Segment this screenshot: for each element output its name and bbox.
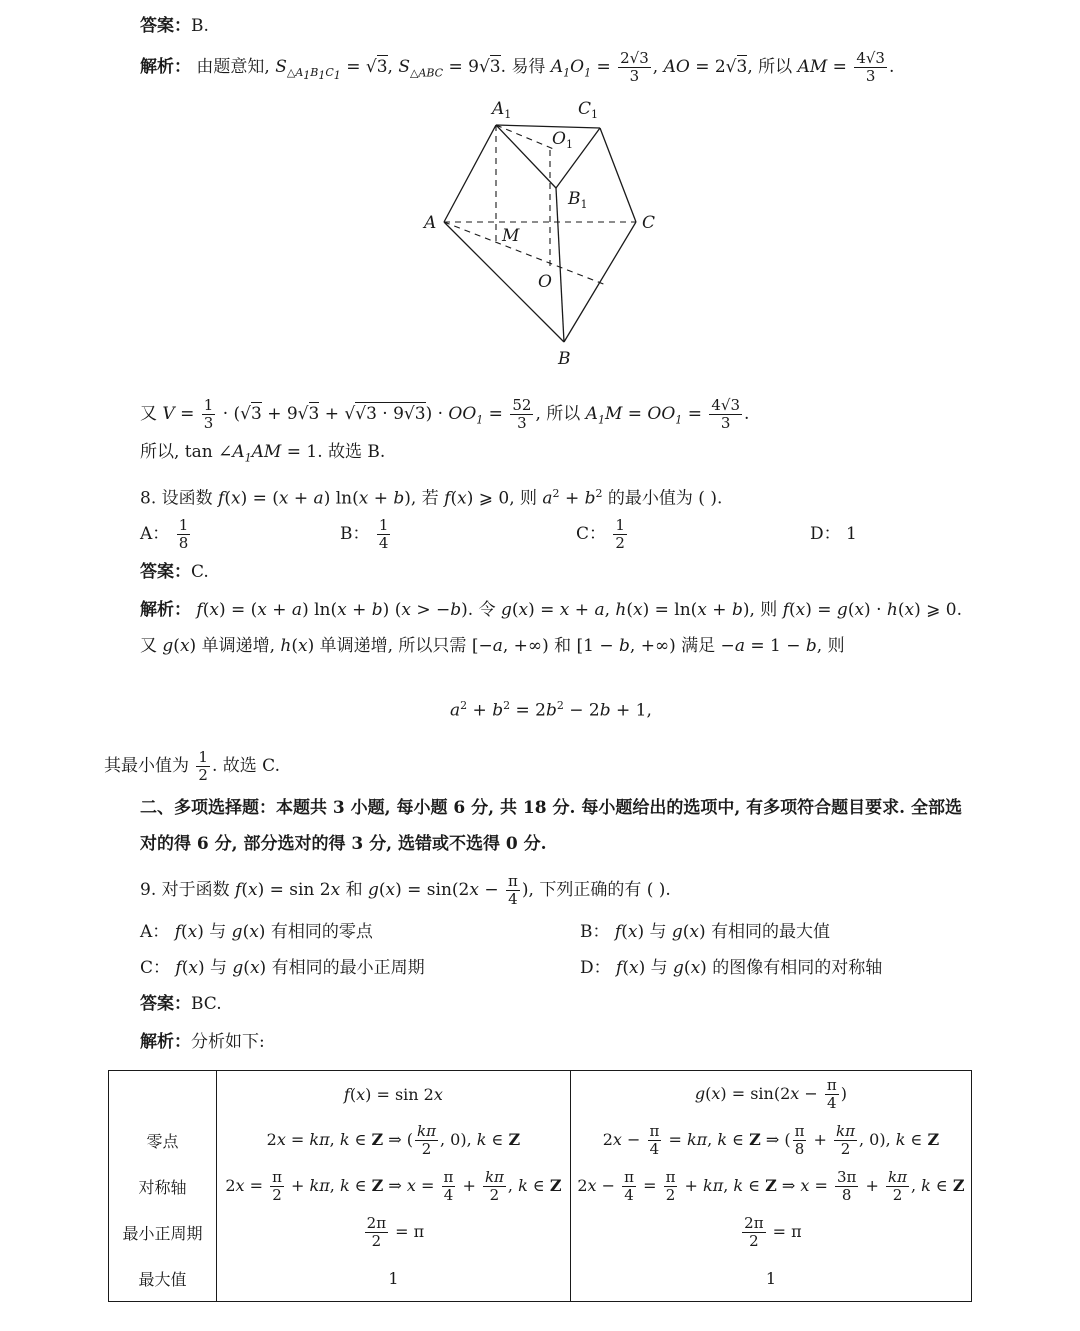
label-O1: $O_1$ — [552, 129, 573, 151]
answer-value: B. — [191, 16, 209, 36]
text: 单调递增, — [201, 636, 275, 656]
text: 下列正确的有 ( ). — [539, 880, 671, 900]
table-cell: 2x = kπ, k ∈ Z ⇒ ( $\frac{k\pi}{2}$ , 0), k ∈ Z — [216, 1117, 570, 1163]
q7-answer — [140, 14, 209, 38]
label-O: O — [538, 272, 552, 292]
section2-heading-line2: 对的得 6 分, 部分选对的得 3 分, 选错或不选得 0 分. — [140, 834, 547, 854]
q8-option-b — [340, 514, 392, 554]
text: 又 — [140, 636, 157, 656]
math-expr: $S_{\triangle ABC}$ — [398, 57, 444, 80]
table-row — [109, 1163, 972, 1209]
fraction: $\frac{52}{3}$ — [512, 396, 532, 432]
edge-solid — [444, 125, 496, 222]
edge-solid — [496, 125, 600, 128]
label-M: M — [502, 226, 520, 246]
math-expr: $A_1O_1$ — [550, 57, 592, 80]
option-text: 有相同的零点 — [270, 922, 373, 942]
label-A: A — [424, 213, 437, 233]
table-cell: 1 — [765, 1268, 777, 1288]
text: 所以, — [140, 442, 180, 462]
table-cell: 2x − $\frac{\pi}{4}$ = $\frac{\pi}{2}$ + kπ, k ∈ Z ⇒ x = $\frac{3\pi}{8}$ + $\frac{k\pi}{2}$ , k ∈ Z — [577, 1167, 965, 1204]
option-label: A： — [140, 922, 170, 942]
edge-solid — [564, 222, 636, 342]
q8-display-equation: $a^2 + b^2 = 2b^2 - 2b + 1$, — [450, 699, 652, 721]
row-header-zeros: 零点 — [109, 1117, 217, 1163]
text: 故选 C. — [222, 756, 280, 776]
edge-solid — [496, 125, 556, 188]
q8-stem: 8. 设函数 f(x) = (x + a) ln(x + b), 若 f(x) ⩾ 0, 则 $a^2 + b^2$ 的最小值为 ( ). — [140, 487, 723, 509]
q8-option-d — [810, 522, 857, 546]
q7-volume-line: 又 V = $\frac{1}{3}$ · $(√3 + 9√3 + √√3 \cdot 9√3) \cdot OO_1$ = $\frac{52}{3}$ , 所以 $A_1M = OO_1$ = $\frac{4√3}{3}$ . — [140, 396, 750, 432]
analysis-table — [108, 1070, 972, 1302]
text: 的最小值为 ( ). — [607, 488, 723, 509]
edge-dashed — [496, 125, 556, 150]
text: 则 — [520, 488, 537, 509]
q8-option-c — [576, 514, 629, 554]
row-header-max: 最大值 — [109, 1255, 217, 1302]
fraction: $\frac{\pi}{4}$ — [508, 872, 518, 908]
fraction: $\frac{1}{8}$ — [178, 516, 189, 552]
answer-label: 答案： — [140, 16, 191, 36]
text: 又 — [140, 404, 157, 424]
frustum-diagram — [410, 92, 680, 372]
q8-answer — [140, 560, 209, 584]
text: 故选 B. — [328, 442, 386, 462]
label-C1: $C_1$ — [578, 99, 599, 121]
math-expr: V — [162, 404, 175, 424]
text: 8. 设函数 — [140, 488, 213, 509]
q9-stem: 9. 对于函数 f(x) = sin 2x 和 g(x) = sin(2x − $\frac{\pi}{4}$ ), 下列正确的有 ( ). — [140, 872, 671, 908]
table-header-f: f(x) = sin 2x — [216, 1071, 570, 1118]
text: 和 — [554, 636, 572, 656]
fraction: $\frac{4√3}{3}$ — [711, 396, 741, 432]
q7-analysis: 解析： 由题意知, $S_{\triangle A_1B_1C_1} = √3$, $S_{\triangle ABC} = 9√3$. 易得 $A_1O_1$ = $\frac{2√3}{3}$ , AO = 2√3, 所以 AM = $\frac{4√3}{3}$ . — [140, 49, 895, 85]
analysis-label: 解析： — [140, 1032, 191, 1052]
q9-option-c: C： f(x) 与 g(x) 有相同的最小正周期 — [140, 958, 425, 978]
answer-label: 答案： — [140, 994, 191, 1014]
text: 单调递增, 所以只需 — [319, 636, 467, 656]
table-row — [109, 1209, 972, 1255]
edge-solid — [600, 128, 636, 222]
table-row — [109, 1117, 972, 1163]
text: 和 — [345, 880, 363, 900]
text: 其最小值为 — [104, 756, 189, 776]
table-row — [109, 1255, 972, 1302]
answer-value: BC. — [191, 994, 222, 1014]
table-header-g: g(x) = sin(2x − $\frac{\pi}{4}$ ) — [694, 1075, 847, 1112]
text: 令 — [478, 600, 496, 620]
option-value: 1 — [846, 524, 857, 544]
edge-solid — [556, 188, 564, 342]
option-label: D： — [580, 958, 611, 978]
text: 则 — [760, 600, 778, 620]
q8-analysis-line1: 解析： f(x) = (x + a) ln(x + b) (x > −b). 令 g(x) = x + a, h(x) = ln(x + b), 则 f(x) = g(x) · h(x) ⩾ 0. — [140, 600, 962, 620]
answer-value: C. — [191, 562, 209, 582]
option-text: 有相同的最小正周期 — [271, 958, 425, 978]
label-C: C — [642, 213, 656, 233]
option-label: C： — [140, 958, 171, 978]
option-label: C： — [576, 524, 607, 544]
q8-analysis-line2: 又 g(x) 单调递增, h(x) 单调递增, 所以只需 [−a, +∞) 和 [1 − b, +∞) 满足 −a = 1 − b, 则 — [140, 636, 845, 656]
text: 则 — [827, 636, 845, 656]
q8-option-a — [140, 514, 192, 554]
fraction: $\frac{1}{2}$ — [198, 748, 208, 784]
q7-conclusion: 所以, $\tan \angle A_1AM = 1$. 故选 B. — [140, 442, 386, 465]
fraction: $\frac{1}{2}$ — [615, 516, 625, 552]
option-label: A： — [140, 524, 170, 544]
fraction: $\frac{2√3}{3}$ — [620, 49, 649, 85]
option-text: 的图像有相同的对称轴 — [712, 958, 883, 978]
fraction: $\frac{1}{4}$ — [378, 516, 389, 552]
text: 满足 — [681, 636, 716, 656]
table-cell: 2x = $\frac{\pi}{2}$ + kπ, k ∈ Z ⇒ x = $\frac{\pi}{4}$ + $\frac{k\pi}{2}$ , k ∈ Z — [216, 1163, 570, 1209]
q9-option-a: A： f(x) 与 g(x) 有相同的零点 — [140, 922, 373, 942]
table-row — [109, 1071, 972, 1118]
row-header-axis: 对称轴 — [109, 1163, 217, 1209]
q9-option-d: D： f(x) 与 g(x) 的图像有相同的对称轴 — [580, 958, 883, 978]
analysis-text: 易得 — [511, 57, 546, 77]
section2-heading-line1: 二、多项选择题：本题共 3 小题, 每小题 6 分, 共 18 分. 每小题给出的选项中, 有多项符合题目要求. 全部选 — [140, 798, 963, 818]
answer-label: 答案： — [140, 562, 191, 582]
label-B1: $B_1$ — [568, 189, 588, 211]
table-cell — [109, 1071, 217, 1118]
option-label: D： — [810, 524, 841, 544]
label-B: B — [558, 349, 571, 369]
table-cell: 1 — [216, 1255, 570, 1302]
q9-answer — [140, 992, 222, 1016]
text: 9. 对于函数 — [140, 880, 230, 900]
q9-analysis — [140, 1030, 265, 1054]
option-text: 有相同的最大值 — [711, 922, 831, 942]
label-A1: $A_1$ — [492, 99, 512, 121]
option-label: B： — [580, 922, 610, 942]
analysis-label: 解析： — [140, 57, 191, 77]
text: 所以 — [546, 404, 581, 424]
math-expr: AM — [797, 57, 828, 77]
analysis-text: 分析如下: — [191, 1032, 265, 1052]
edge-dashed — [444, 222, 606, 285]
q9-option-b: B： f(x) 与 g(x) 有相同的最大值 — [580, 922, 831, 942]
analysis-text: 所以 — [758, 57, 793, 77]
q8-min-value: 其最小值为 $\frac{1}{2}$ . 故选 C. — [104, 748, 280, 784]
fraction: $\frac{1}{3}$ — [203, 396, 214, 432]
analysis-text: 由题意知, — [196, 57, 270, 77]
row-header-period: 最小正周期 — [109, 1209, 217, 1255]
fraction: $\frac{4√3}{3}$ — [856, 49, 885, 85]
math-expr: $S_{\triangle A_1B_1C_1}$ — [275, 57, 341, 83]
text: 若 — [421, 488, 439, 509]
table-cell: 2x − $\frac{\pi}{4}$ = kπ, k ∈ Z ⇒ ( $\frac{\pi}{8}$ + $\frac{k\pi}{2}$ , 0), k ∈ Z — [602, 1121, 940, 1158]
table-cell: $\frac{2\pi}{2}$ = π — [216, 1209, 570, 1255]
option-label: B： — [340, 524, 370, 544]
analysis-label: 解析： — [140, 600, 191, 620]
math-expr: AO — [663, 57, 690, 77]
table-cell: $\frac{2\pi}{2}$ = π — [744, 1213, 802, 1250]
